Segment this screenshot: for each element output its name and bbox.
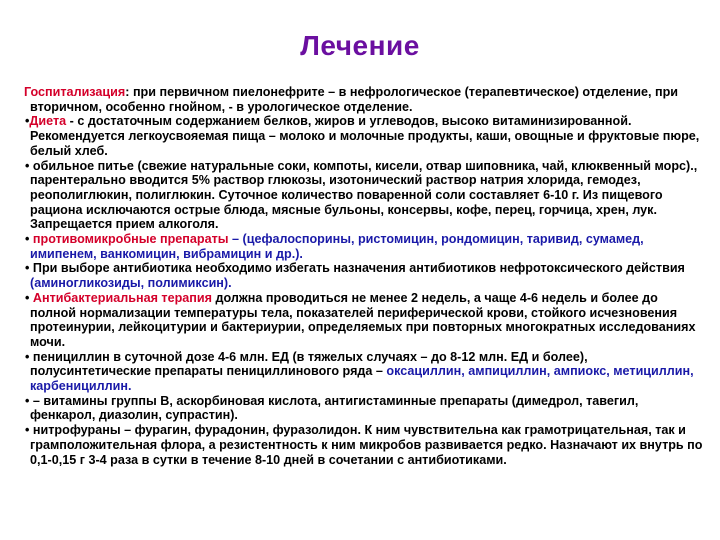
lead-text: Антибактериальная терапия: [29, 290, 212, 305]
paragraph-text: - с достаточным содержанием белков, жиров и углеводов, высоко витаминизированной. Рекомендуется легкоусвояемая пища – молоко и молочные продукты, каши, овощные и фруктовые пюре, белый хлеб.: [30, 114, 700, 158]
paragraph-tail: оксациллин, ампициллин, ампиокс, метициллин, карбенициллин.: [30, 364, 694, 394]
paragraph-tail: (аминогликозиды, полимиксин).: [30, 276, 232, 291]
paragraph-text: нитрофураны – фурагин, фурадонин, фуразолидон. К ним чувствительна как грамотрицательная, так и грамположительная флора, а резистентность к ним микробов развивается редко. Назначают их внутрь по 0,1-0,15 г 3-4 раза в сутки в течение 8-10 дней в сочетании с антибиотиками.: [29, 423, 703, 467]
bullet-icon: •: [25, 423, 30, 438]
paragraph-diet: [20, 114, 704, 158]
paragraph-hospitalization: [20, 85, 704, 114]
paragraph-antibiotic-choice: [20, 261, 704, 290]
slide-content: [20, 85, 704, 467]
paragraph-text: – витамины группы В, аскорбиновая кислота, антигистаминные препараты (димедрол, тавегил, фенкарол, диазолин, супрастин).: [29, 393, 639, 423]
lead-text: противомикробные препараты: [29, 232, 229, 247]
paragraph-antibacterial-therapy: [20, 291, 704, 350]
paragraph-text: обильное питье (свежие натуральные соки, компоты, кисели, отвар шиповника, чай, клюквенный морс)., парентерально вводится 5% раствор глюкозы, изотонический раствор натрия хлорида, гемодез, реополиглюкин, полиглюкин. Суточное количество поваренной соли составляет 6-10 г. Из пищевого рациона исключаются острые блюда, мясные бульоны, консервы, кофе, перец, горчица, хрен, лук. Запрещается прием алкоголя.: [29, 158, 698, 232]
paragraph-text: – (цефалоспорины, ристомицин, рондомицин, таривид, сумамед, имипенем, ванкомицин, вибрамицин и др.).: [30, 232, 644, 261]
paragraph-text: пенициллин в суточной дозе 4-6 млн. ЕД (в тяжелых случаях – до 8-12 млн. ЕД и более), полусинтетические препараты пенициллинового ряда –: [29, 349, 588, 379]
lead-text: Госпитализация: [24, 85, 126, 99]
slide-title: Лечение: [300, 30, 420, 61]
bullet-icon: •: [25, 232, 30, 247]
paragraph-text: : при первичном пиелонефрите – в нефрологическое (терапевтическое) отделение, при вторичном, особенно гнойном, - в урологическое отделение.: [30, 85, 679, 114]
paragraph-drinking: [20, 159, 704, 233]
paragraph-text: должна проводиться не менее 2 недель, а чаще 4-6 недель и более до полной нормализации температуры тела, показателей периферической крови, стойкого исчезновения протеинурии, лейкоцитурии и бактериурии, определяемых при повторных многократных исследованиях мочи.: [30, 290, 696, 349]
bullet-icon: •: [25, 261, 30, 276]
paragraph-vitamins: [20, 394, 704, 423]
paragraph-nitrofurans: [20, 423, 704, 467]
bullet-icon: •: [25, 349, 30, 364]
paragraph-penicillin: [20, 350, 704, 394]
bullet-icon: •: [25, 393, 30, 408]
bullet-icon: •: [25, 290, 30, 305]
bullet-icon: •: [25, 158, 30, 173]
lead-text: Диета: [29, 114, 67, 129]
bullet-icon: •: [25, 114, 30, 129]
paragraph-antimicrobial: [20, 232, 704, 261]
paragraph-text: При выборе антибиотика необходимо избегать назначения антибиотиков нефротоксического действия: [29, 261, 685, 276]
